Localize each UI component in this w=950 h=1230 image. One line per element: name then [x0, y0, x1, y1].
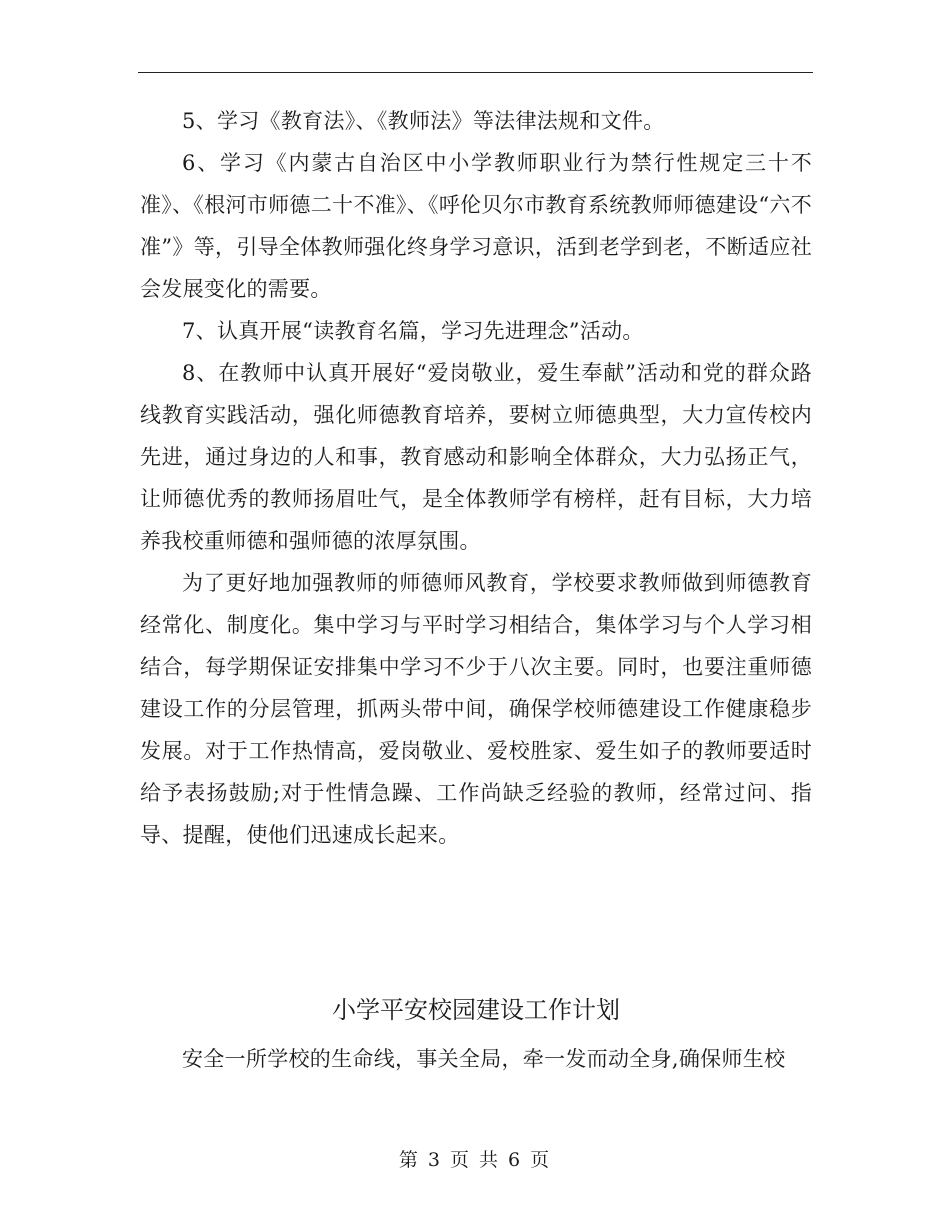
- section-title: 小学平安校园建设工作计划: [332, 996, 620, 1024]
- paragraph-item-7: 7、认真开展“读教育名篇，学习先进理念”活动。: [182, 319, 644, 343]
- paragraph-item-8: 8、在教师中认真开展好“爱岗敬业，爱生奉献”活动和党的群众路线教育实践活动，强化师德教育培养，要树立师德典型，大力宣传校内先进，通过身边的人和事，教育感动和影响全体群众，大力弘扬正气，让师德优秀的教师扬眉吐气，是全体教师学有榜样，赶有目标，大力培养我校重师德和强师德的浓厚氛围。: [140, 361, 812, 553]
- paragraph-item-6: 6、学习《内蒙古自治区中小学教师职业行为禁行性规定三十不准》、《根河市师德二十不准》、《呼伦贝尔市教育系统教师师德建设“六不准”》等，引导全体教师强化终身学习意识，活到老学到老，不断适应社会发展变化的需要。: [140, 151, 812, 301]
- paragraph-item-5: 5、学习《教育法》、《教师法》等法律法规和文件。: [182, 109, 665, 133]
- document-body: [140, 100, 812, 856]
- section-body: [140, 1038, 812, 1080]
- paragraph-summary: 为了更好地加强教师的师德师风教育，学校要求教师做到师德教育经常化、制度化。集中学习与平时学习相结合，集体学习与个人学习相结合，每学期保证安排集中学习不少于八次主要。同时，也要注重师德建设工作的分层管理，抓两头带中间，确保学校师德建设工作健康稳步发展。对于工作热情高，爱岗敬业、爱校胜家、爱生如子的教师要适时给予表扬鼓励;对于性情急躁、工作尚缺乏经验的教师，经常过问、指导、提醒，使他们迅速成长起来。: [140, 571, 812, 847]
- section-first-paragraph: 安全一所学校的生命线，事关全局，牵一发而动全身,确保师生校: [182, 1047, 786, 1071]
- header-rule: [138, 72, 813, 73]
- page-number: 第 3 页 共 6 页: [398, 1149, 552, 1171]
